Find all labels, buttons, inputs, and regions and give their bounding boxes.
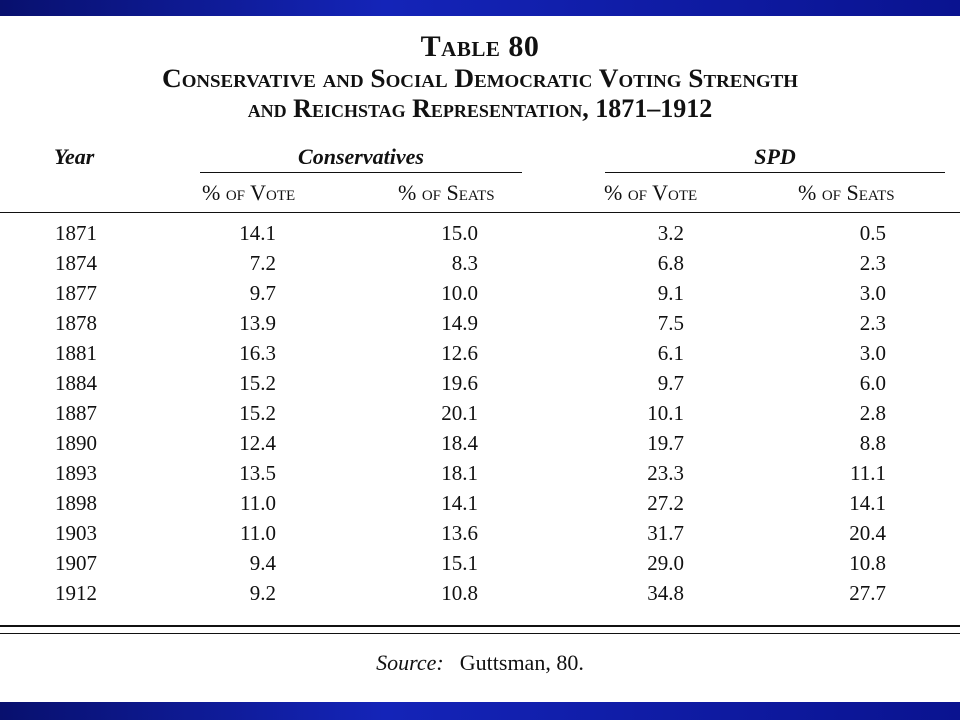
table-row — [0, 491, 960, 521]
cell-cons-vote: 9.7 — [249, 281, 276, 305]
cell-spd-seats: 11.1 — [850, 461, 886, 485]
table-row — [0, 371, 960, 401]
slide-top-band — [0, 0, 960, 16]
cell-cons-seats: 14.1 — [441, 491, 478, 515]
cell-year: 1884 — [55, 371, 97, 395]
cell-year: 1907 — [55, 551, 97, 575]
cell-spd-vote: 9.7 — [657, 371, 684, 395]
cell-year: 1898 — [55, 491, 97, 515]
cell-spd-vote: 34.8 — [647, 581, 684, 605]
cell-cons-seats: 19.6 — [441, 371, 478, 395]
cell-cons-vote: 9.4 — [249, 551, 276, 575]
cell-spd-seats: 14.1 — [849, 491, 886, 515]
source-label: Source: — [376, 650, 444, 675]
cell-spd-vote: 19.7 — [647, 431, 684, 455]
cell-cons-seats: 18.4 — [441, 431, 478, 455]
column-header-spd-vote: % of Vote — [604, 180, 698, 205]
table-title-block — [0, 30, 960, 124]
footer-rule-thick — [0, 625, 960, 627]
table-body — [0, 221, 960, 611]
table-row — [0, 521, 960, 551]
source-note — [0, 650, 960, 676]
column-header-spd-seats: % of Seats — [798, 180, 895, 205]
group-header-spd: SPD — [754, 144, 796, 169]
group-header-conservatives: Conservatives — [298, 144, 424, 169]
cell-cons-vote: 12.4 — [239, 431, 276, 455]
table-sheet — [0, 16, 960, 702]
cell-cons-vote: 14.1 — [239, 221, 276, 245]
table-title-line-1: Conservative and Social Democratic Voting Strength — [161, 64, 799, 93]
cell-cons-seats: 15.0 — [441, 221, 478, 245]
cell-spd-vote: 10.1 — [647, 401, 684, 425]
cell-spd-vote: 31.7 — [647, 521, 684, 545]
table-row — [0, 251, 960, 281]
column-header-cons-seats: % of Seats — [398, 180, 495, 205]
cell-spd-vote: 27.2 — [647, 491, 684, 515]
cell-cons-seats: 8.3 — [451, 251, 478, 275]
table-row — [0, 221, 960, 251]
cell-spd-vote: 3.2 — [657, 221, 684, 245]
cell-spd-vote: 29.0 — [647, 551, 684, 575]
cell-year: 1877 — [55, 281, 97, 305]
cell-spd-vote: 6.1 — [657, 341, 684, 365]
cell-cons-vote: 16.3 — [239, 341, 276, 365]
cell-spd-seats: 3.0 — [859, 281, 886, 305]
cell-spd-seats: 3.0 — [859, 341, 886, 365]
cell-cons-seats: 13.6 — [441, 521, 478, 545]
cell-spd-seats: 20.4 — [849, 521, 886, 545]
cell-year: 1871 — [55, 221, 97, 245]
cell-spd-vote: 23.3 — [647, 461, 684, 485]
group-rule-spd — [605, 172, 945, 173]
table-number: Table 80 — [420, 30, 540, 63]
cell-spd-seats: 2.8 — [859, 401, 886, 425]
table-title-line-2: and Reichstag Representation, 1871–1912 — [247, 94, 713, 123]
cell-cons-vote: 11.0 — [240, 491, 276, 515]
cell-spd-seats: 2.3 — [859, 251, 886, 275]
cell-cons-vote: 9.2 — [249, 581, 276, 605]
header-rule — [0, 212, 960, 213]
cell-year: 1890 — [55, 431, 97, 455]
slide-bottom-band — [0, 702, 960, 720]
cell-year: 1878 — [55, 311, 97, 335]
cell-cons-seats: 12.6 — [441, 341, 478, 365]
cell-cons-vote: 15.2 — [239, 371, 276, 395]
cell-spd-seats: 6.0 — [859, 371, 886, 395]
cell-year: 1903 — [55, 521, 97, 545]
table-row — [0, 341, 960, 371]
cell-spd-seats: 10.8 — [849, 551, 886, 575]
source-text: Guttsman, 80. — [459, 650, 584, 675]
cell-year: 1874 — [55, 251, 97, 275]
cell-cons-seats: 14.9 — [441, 311, 478, 335]
cell-spd-seats: 2.3 — [859, 311, 886, 335]
table-row — [0, 281, 960, 311]
table-row — [0, 581, 960, 611]
cell-spd-seats: 27.7 — [849, 581, 886, 605]
column-header-year: Year — [54, 144, 95, 169]
cell-cons-vote: 15.2 — [239, 401, 276, 425]
cell-cons-seats: 20.1 — [441, 401, 478, 425]
cell-cons-vote: 11.0 — [240, 521, 276, 545]
cell-year: 1881 — [55, 341, 97, 365]
cell-year: 1887 — [55, 401, 97, 425]
table-row — [0, 311, 960, 341]
cell-spd-vote: 7.5 — [657, 311, 684, 335]
group-rule-conservatives — [200, 172, 522, 173]
cell-cons-vote: 13.9 — [239, 311, 276, 335]
cell-cons-seats: 10.0 — [441, 281, 478, 305]
table-row — [0, 551, 960, 581]
cell-spd-seats: 0.5 — [859, 221, 886, 245]
cell-cons-vote: 13.5 — [239, 461, 276, 485]
cell-spd-seats: 8.8 — [859, 431, 886, 455]
cell-cons-vote: 7.2 — [249, 251, 276, 275]
cell-spd-vote: 6.8 — [657, 251, 684, 275]
cell-year: 1912 — [55, 581, 97, 605]
footer-rule-thin — [0, 633, 960, 634]
table-row — [0, 461, 960, 491]
table-row — [0, 401, 960, 431]
cell-spd-vote: 9.1 — [657, 281, 684, 305]
cell-cons-seats: 15.1 — [441, 551, 478, 575]
column-header-cons-vote: % of Vote — [202, 180, 296, 205]
cell-cons-seats: 10.8 — [441, 581, 478, 605]
table-row — [0, 431, 960, 461]
cell-year: 1893 — [55, 461, 97, 485]
cell-cons-seats: 18.1 — [441, 461, 478, 485]
